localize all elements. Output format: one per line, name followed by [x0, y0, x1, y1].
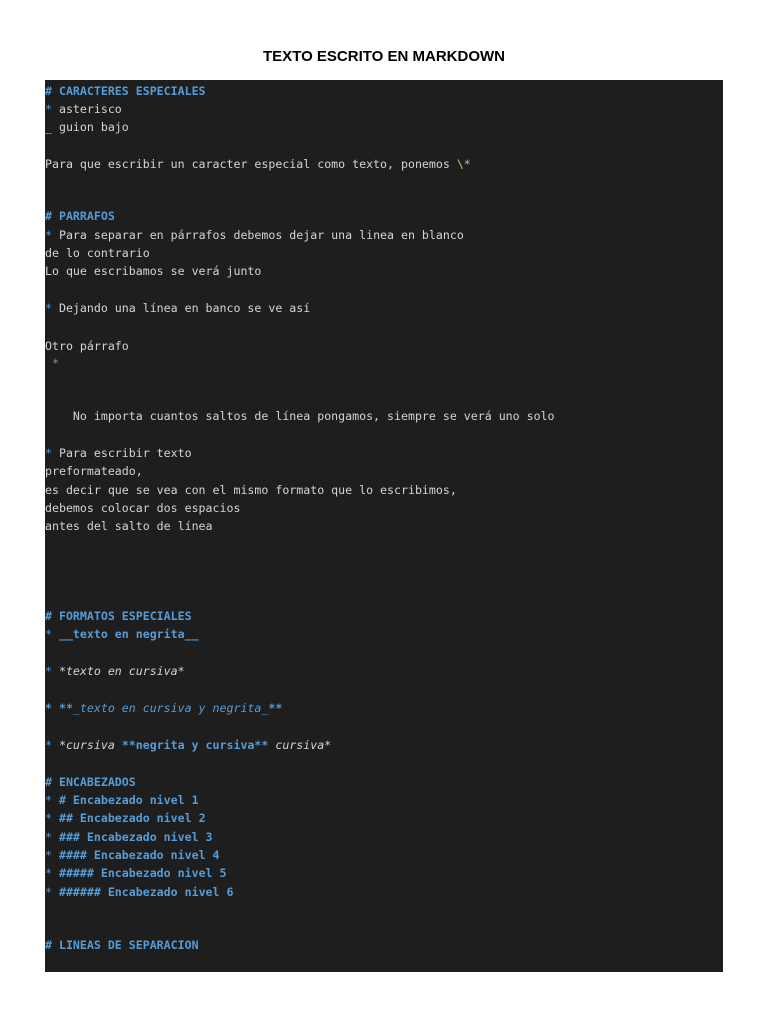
- bullet-marker: *: [45, 848, 52, 862]
- list-item-encabezado-6: [45, 883, 233, 901]
- text-saltos-de-linea: No importa cuantos saltos de línea pongamos, siempre se verá uno solo: [45, 409, 555, 423]
- bullet-marker: *: [45, 830, 52, 844]
- bullet-marker: *: [45, 446, 52, 460]
- bullet-marker: *: [45, 627, 52, 641]
- italic-text: cursiva*: [268, 738, 332, 752]
- list-item-cursiva: [45, 662, 185, 680]
- heading-formatos-especiales: # FORMATOS ESPECIALES: [45, 609, 192, 623]
- bullet-marker: *: [45, 793, 52, 807]
- list-item-cursiva-anidada: [45, 736, 331, 754]
- list-item-cursiva-negrita: [45, 699, 282, 717]
- bullet-marker: *: [45, 301, 52, 315]
- list-item-encabezado-4: [45, 846, 220, 864]
- markdown-code-block: [45, 80, 723, 972]
- text-dos-espacios: debemos colocar dos espacios: [45, 501, 241, 515]
- bold-text: __texto en negrita__: [51, 627, 199, 641]
- heading-example: #### Encabezado nivel 4: [51, 848, 220, 862]
- line-text: Para que escribir un caracter especial como texto, ponemos: [45, 157, 457, 171]
- bold-marker: **: [268, 701, 283, 715]
- escape-sequence: \*: [456, 157, 471, 171]
- bullet-marker: *: [45, 885, 52, 899]
- heading-example: # Encabezado nivel 1: [51, 793, 199, 807]
- list-item-encabezado-1: [45, 791, 199, 809]
- bullet-marker: *: [45, 811, 52, 825]
- bullet-marker: *: [45, 356, 59, 370]
- list-item-asterisco: [45, 100, 122, 118]
- heading-example: ## Encabezado nivel 2: [51, 811, 206, 825]
- text-de-lo-contrario: de lo contrario: [45, 246, 150, 260]
- italic-text: *texto en cursiva*: [51, 664, 185, 678]
- bullet-marker: *: [45, 866, 52, 880]
- list-item-encabezado-2: [45, 809, 206, 827]
- text-mismo-formato: es decir que se vea con el mismo formato que lo escribimos,: [45, 483, 457, 497]
- heading-caracteres-especiales: # CARACTERES ESPECIALES: [45, 84, 206, 98]
- heading-encabezados: # ENCABEZADOS: [45, 775, 136, 789]
- list-item-text: Para escribir texto: [51, 446, 192, 460]
- bold-italic-text: **negrita y cursiva**: [121, 738, 269, 752]
- italic-text: *cursiva: [51, 738, 122, 752]
- text-guion-bajo: _ guion bajo: [45, 120, 129, 134]
- list-item-text: Dejando una línea en banco se ve así: [51, 301, 311, 315]
- list-item-linea-en-blanco: [45, 299, 310, 317]
- bullet-marker: * **: [45, 701, 73, 715]
- text-otro-parrafo: Otro párrafo: [45, 339, 129, 353]
- list-item-texto-preformateado: [45, 444, 192, 462]
- list-item-text: asterisco: [51, 102, 122, 116]
- text-caracter-especial: [45, 155, 471, 173]
- list-item-encabezado-5: [45, 864, 227, 882]
- bold-italic-text: _texto en cursiva y negrita_: [72, 701, 269, 715]
- heading-example: ###### Encabezado nivel 6: [51, 885, 234, 899]
- text-se-vera-junto: Lo que escribamos se verá junto: [45, 264, 262, 278]
- heading-lineas-de-separacion: # LINEAS DE SEPARACION: [45, 938, 199, 952]
- heading-example: ### Encabezado nivel 3: [51, 830, 213, 844]
- list-item-separar-parrafos: [45, 226, 464, 244]
- bullet-marker: *: [45, 228, 52, 242]
- bullet-marker: *: [45, 102, 52, 116]
- list-item-negrita: [45, 625, 199, 643]
- bullet-marker: *: [45, 738, 52, 752]
- list-item-encabezado-3: [45, 828, 213, 846]
- heading-parrafos: # PARRAFOS: [45, 209, 115, 223]
- text-preformateado: preformateado,: [45, 464, 143, 478]
- list-item-text: Para separar en párrafos debemos dejar una linea en blanco: [51, 228, 464, 242]
- heading-example: ##### Encabezado nivel 5: [51, 866, 227, 880]
- bullet-marker: *: [45, 664, 52, 678]
- text-salto-de-linea: antes del salto de línea: [45, 519, 213, 533]
- document-title: TEXTO ESCRITO EN MARKDOWN: [263, 48, 505, 65]
